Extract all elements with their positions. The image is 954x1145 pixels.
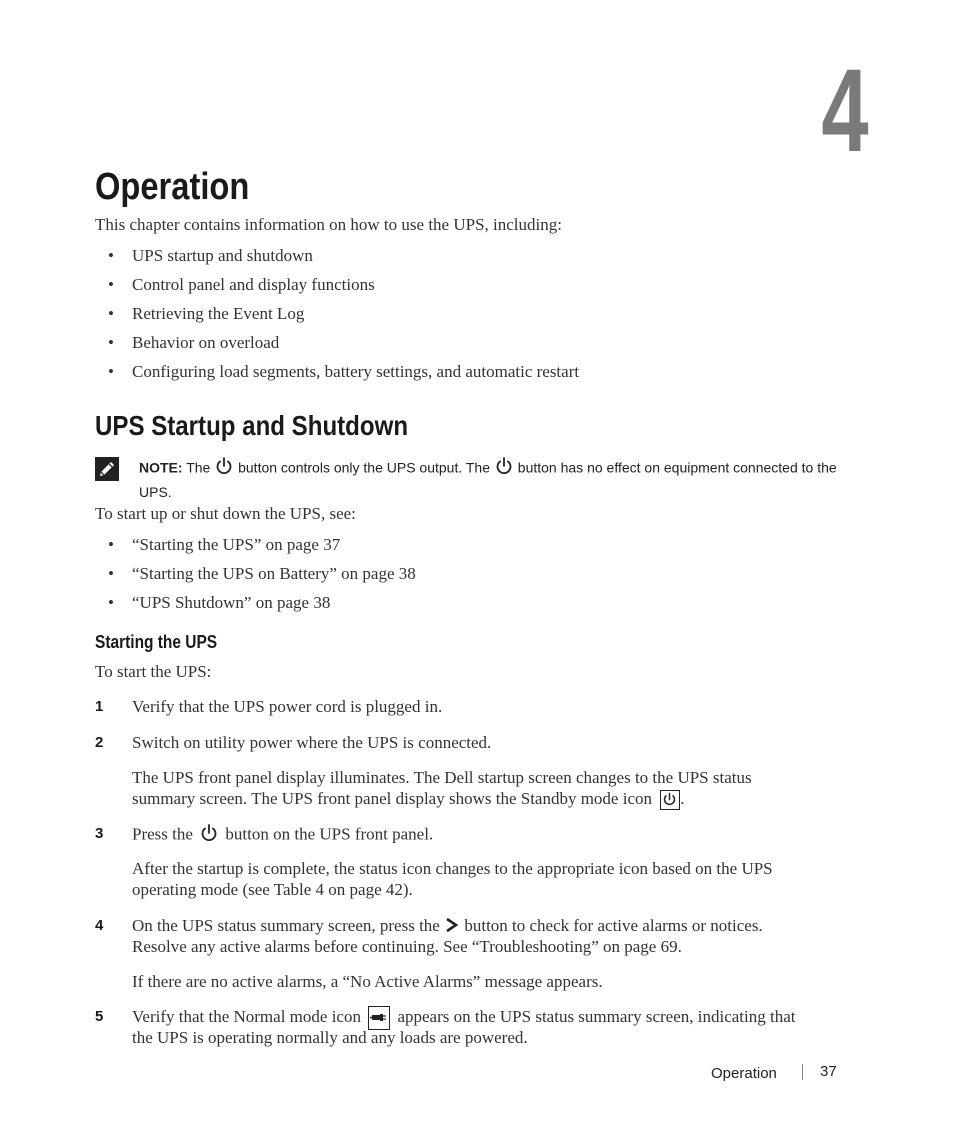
list-item: • “UPS Shutdown” on page 38 (108, 593, 331, 612)
power-icon (214, 456, 234, 482)
note-label: NOTE: (139, 459, 183, 476)
cross-reference-link[interactable]: “Starting the UPS” on page 37 (132, 535, 341, 554)
start-intro: To start the UPS: (95, 662, 212, 681)
step-paragraph: operating mode (see Table 4 on page 42). (132, 880, 413, 899)
list-item: • Retrieving the Event Log (108, 304, 305, 323)
note-text: NOTE: The button controls only the UPS output. The button has no effect on equipment connected to the UPS. (139, 456, 849, 503)
intro-text: This chapter contains information on how to use the UPS, including: (95, 215, 562, 234)
list-item: • Configuring load segments, battery settings, and automatic restart (108, 362, 580, 381)
power-icon (494, 456, 514, 482)
step-number: 3 (95, 825, 104, 842)
subsection-title: Starting the UPS (95, 632, 218, 652)
step-text: Verify that the Normal mode icon appears on the UPS status summary screen, indicating that (132, 1006, 795, 1030)
note-pencil-icon (95, 457, 119, 481)
list-item: • Behavior on overload (108, 333, 280, 352)
list-item: • “Starting the UPS” on page 37 (108, 535, 341, 554)
footer-section-name: Operation (711, 1065, 777, 1082)
chapter-number: 4 (821, 45, 869, 177)
step-paragraph: summary screen. The UPS front panel display shows the Standby mode icon . (132, 788, 685, 810)
list-item: • “Starting the UPS on Battery” on page 38 (108, 564, 416, 583)
cross-reference-link[interactable]: “Starting the UPS on Battery” on page 38 (132, 564, 416, 583)
list-item: • Control panel and display functions (108, 275, 375, 294)
startup-intro: To start up or shut down the UPS, see: (95, 504, 356, 523)
step-number: 1 (95, 698, 104, 715)
step-number: 5 (95, 1008, 104, 1025)
step-number: 2 (95, 734, 104, 751)
step-text-line2: the UPS is operating normally and any loads are powered. (132, 1028, 528, 1047)
chevron-right-icon (445, 917, 459, 938)
step-text-line2: Resolve any active alarms before continuing. See “Troubleshooting” on page 69. (132, 937, 682, 956)
step-text: Verify that the UPS power cord is plugged in. (132, 697, 443, 716)
step-paragraph: The UPS front panel display illuminates. The Dell startup screen changes to the UPS status (132, 768, 752, 787)
step-text: Press the button on the UPS front panel. (132, 823, 433, 848)
step-number: 4 (95, 917, 104, 934)
section-title: UPS Startup and Shutdown (95, 410, 409, 441)
step-paragraph: After the startup is complete, the status icon changes to the appropriate icon based on the UPS (132, 859, 773, 878)
standby-mode-icon (660, 790, 680, 810)
step-text: On the UPS status summary screen, press the button to check for active alarms or notices. (132, 915, 763, 938)
step-paragraph: If there are no active alarms, a “No Active Alarms” message appears. (132, 972, 603, 991)
page-number: 37 (820, 1063, 837, 1080)
step-text: Switch on utility power where the UPS is connected. (132, 733, 492, 752)
power-icon (199, 823, 219, 848)
footer-divider (802, 1064, 803, 1080)
page-title: Operation (95, 166, 250, 208)
list-item: • UPS startup and shutdown (108, 246, 313, 265)
cross-reference-link[interactable]: “UPS Shutdown” on page 38 (132, 593, 331, 612)
